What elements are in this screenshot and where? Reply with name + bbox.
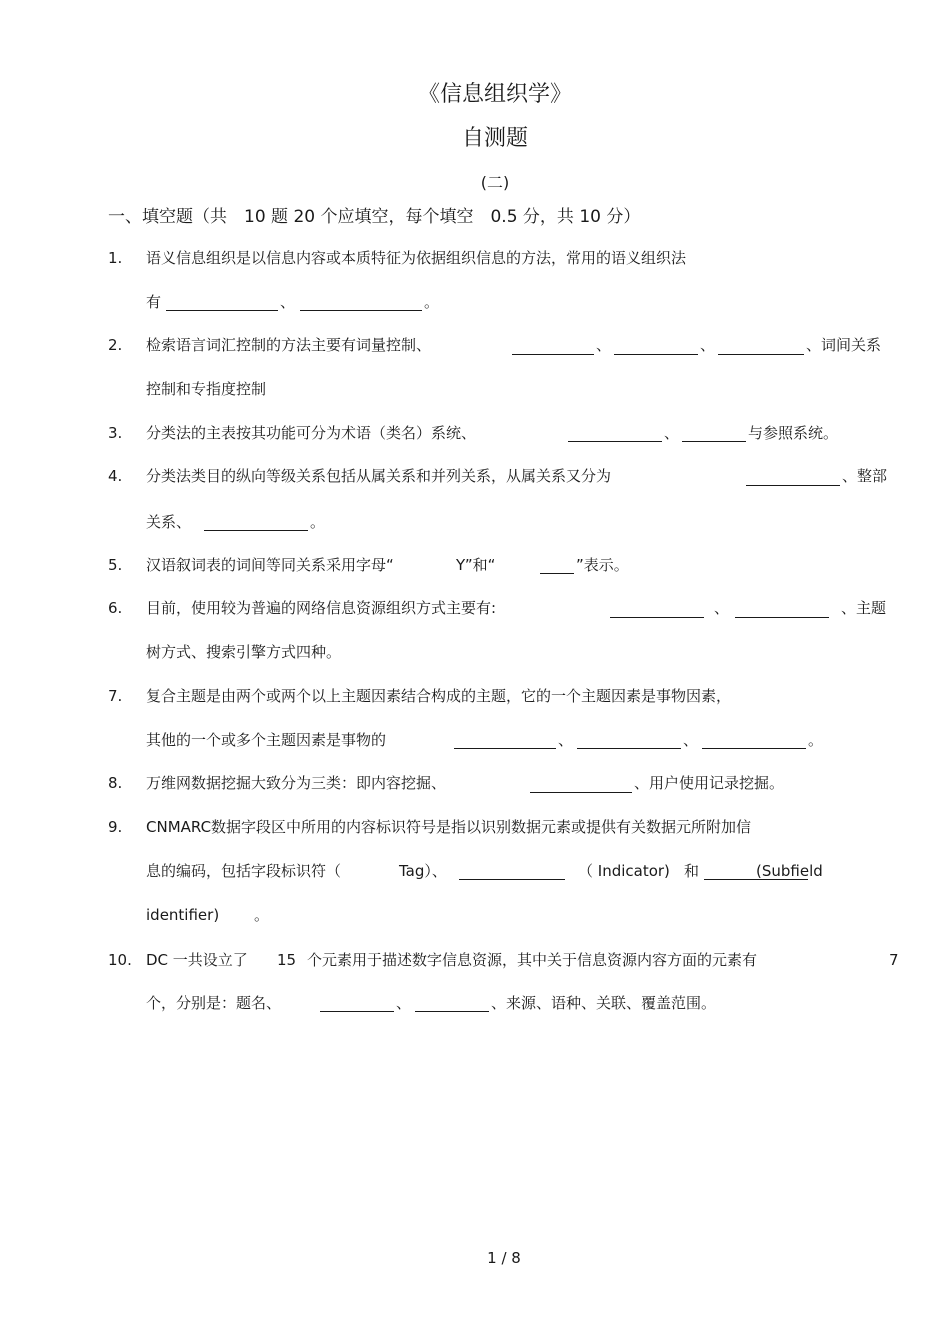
question-text: 树方式、搜索引擎方式四种。 (146, 643, 342, 661)
question-text: 、主题 (841, 599, 887, 617)
answer-blank[interactable] (568, 441, 662, 442)
question-text: 关系、 (146, 513, 192, 531)
question-text: CNMARC (146, 818, 212, 836)
section-heading: 一、填空题（共 10 题 20 个应填空，每个填空 0.5 分，共 10 分） (108, 207, 641, 227)
question-text: 目前，使用较为普遍的网络信息资源组织方式主要有: (146, 599, 497, 617)
answer-blank[interactable] (540, 573, 574, 574)
answer-blank[interactable] (735, 617, 829, 618)
document-title: 《信息组织学》 (417, 82, 572, 107)
question-text: 语义信息组织是以信息内容或本质特征为依据组织信息的方法，常用的语义组织法 (146, 249, 687, 267)
question-text: 与参照系统。 (748, 424, 839, 442)
question-text: Tag）、 (399, 862, 447, 880)
question-text: 汉语叙词表的词间等同关系采用字母“ (146, 556, 394, 574)
question-text: 其他的一个或多个主题因素是事物的 (146, 731, 387, 749)
question-text: 控制和专指度控制 (146, 380, 267, 398)
question-text: identifier) (146, 906, 220, 924)
question-text: ”表示。 (576, 556, 629, 574)
answer-blank[interactable] (415, 1011, 489, 1012)
answer-blank[interactable] (320, 1011, 394, 1012)
question-text: 。 (424, 293, 440, 311)
answer-blank[interactable] (454, 748, 556, 749)
question-text: 、 (714, 599, 730, 617)
question-number: 3. (108, 424, 123, 442)
question-text: 息的编码，包括字段标识符（ (146, 862, 342, 880)
question-text: 、 (558, 731, 574, 749)
question-number: 8. (108, 774, 123, 792)
page-number: 1 / 8 (487, 1249, 521, 1267)
question-number: 10. (108, 951, 132, 969)
question-text: 和 (684, 862, 700, 880)
answer-blank[interactable] (300, 310, 422, 311)
answer-blank[interactable] (718, 354, 804, 355)
question-text: 。 (254, 906, 270, 924)
answer-blank[interactable] (610, 617, 704, 618)
question-text: DC 一共设立了 (146, 951, 248, 969)
question-text: 个，分别是：题名、 (146, 994, 282, 1012)
answer-blank[interactable] (702, 748, 806, 749)
answer-blank[interactable] (204, 530, 308, 531)
question-text: 检索语言词汇控制的方法主要有词量控制、 (146, 336, 432, 354)
question-text: 7 (889, 951, 899, 969)
question-text: 、词间关系 (806, 336, 882, 354)
question-text: Y”和“ (456, 556, 496, 574)
question-text: 。 (808, 731, 824, 749)
answer-blank[interactable] (459, 879, 565, 880)
question-number: 4. (108, 467, 123, 485)
question-text: 、用户使用记录挖掘。 (634, 774, 785, 792)
question-number: 2. (108, 336, 123, 354)
question-text: 、 (596, 336, 612, 354)
question-text: 复合主题是由两个或两个以上主题因素结合构成的主题，它的一个主题因素是事物因素， (146, 687, 732, 705)
question-text: 、整部 (842, 467, 888, 485)
question-text: 15 (277, 951, 297, 969)
question-text: 。 (310, 513, 326, 531)
question-number: 6. (108, 599, 123, 617)
question-text: 、 (664, 424, 680, 442)
question-number: 9. (108, 818, 123, 836)
question-number: 7. (108, 687, 123, 705)
question-number: 1. (108, 249, 123, 267)
question-text: 、 (280, 293, 296, 311)
answer-blank[interactable] (746, 485, 840, 486)
question-text: 、来源、语种、关联、覆盖范围。 (491, 994, 717, 1012)
question-text: 万维网数据挖掘大致分为三类：即内容挖掘、 (146, 774, 447, 792)
answer-blank[interactable] (614, 354, 698, 355)
document-subtitle: 自测题 (461, 126, 528, 151)
answer-blank[interactable] (577, 748, 681, 749)
question-text: 数据字段区中所用的内容标识符号是指以识别数据元素或提供有关数据元所附加信 (211, 818, 752, 836)
answer-blank[interactable] (512, 354, 594, 355)
answer-blank[interactable] (166, 310, 278, 311)
question-text: （ Indicator) (578, 862, 670, 880)
question-text: 、 (683, 731, 699, 749)
answer-blank[interactable] (682, 441, 746, 442)
answer-blank[interactable] (530, 792, 632, 793)
document-part: (二) (480, 173, 510, 192)
question-text: 个元素用于描述数字信息资源，其中关于信息资源内容方面的元素有 (307, 951, 758, 969)
question-text: 有 (146, 293, 162, 311)
question-text: 、 (396, 994, 412, 1012)
question-text: (Subfield (756, 862, 823, 880)
question-text: 分类法的主表按其功能可分为术语（类名）系统、 (146, 424, 477, 442)
question-text: 分类法类目的纵向等级关系包括从属关系和并列关系，从属关系又分为 (146, 467, 612, 485)
question-text: 、 (700, 336, 716, 354)
question-number: 5. (108, 556, 123, 574)
